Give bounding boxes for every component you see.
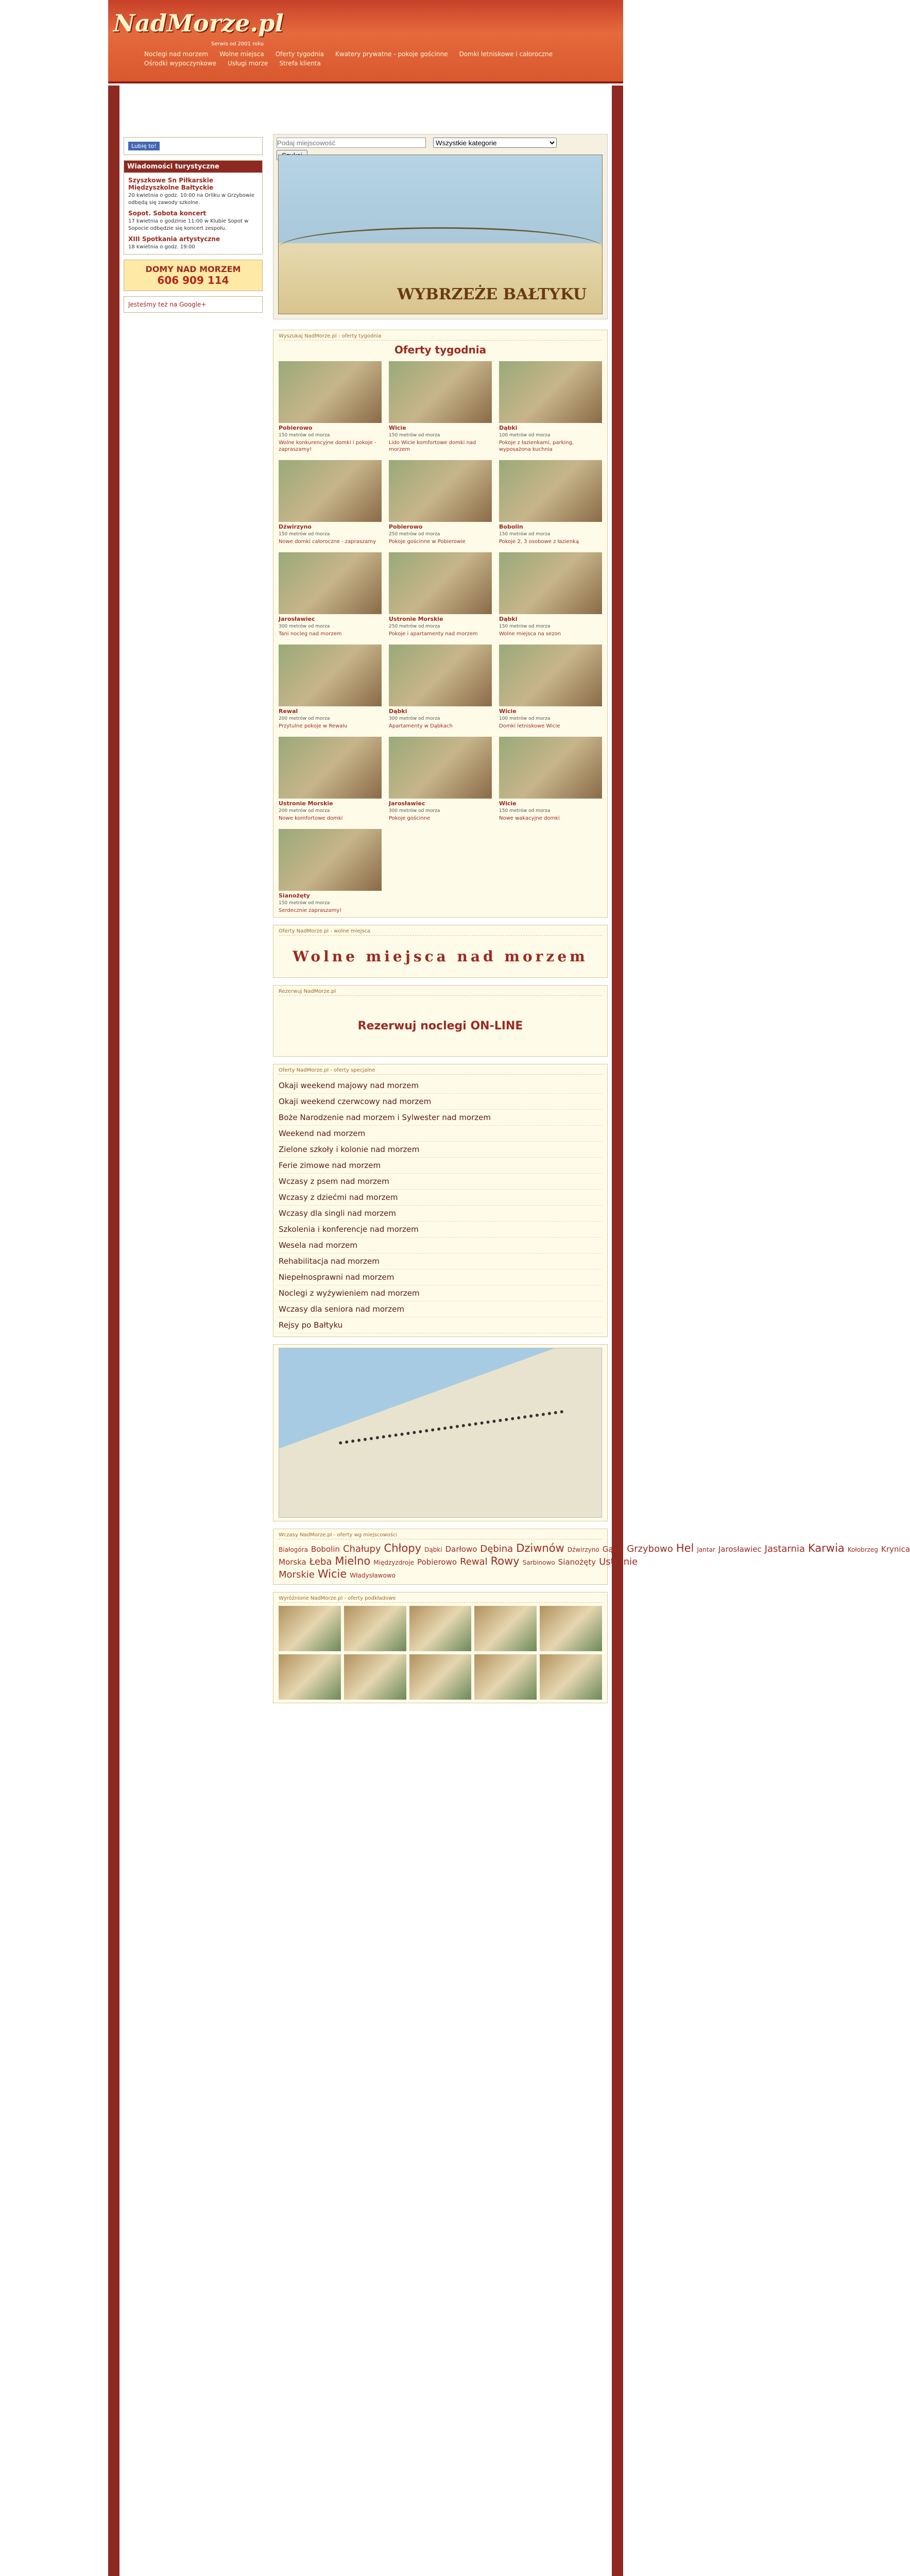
special-offer-link[interactable]: Wesela nad morzem — [279, 1238, 602, 1253]
city-link[interactable]: Pobierowo — [417, 1557, 457, 1567]
offer-description: Przytulne pokoje w Rewalu — [279, 723, 348, 729]
photo[interactable] — [344, 1606, 406, 1651]
offer-name[interactable]: Dąbki — [389, 708, 407, 715]
offer-distance: 150 metrów od morza — [389, 433, 440, 438]
offer-name[interactable]: Pobierowo — [279, 425, 313, 431]
offer-card[interactable] — [499, 552, 602, 637]
offer-description: Wolne konkurencyjne domki i pokoje - zapraszamy! — [279, 440, 376, 452]
header — [108, 0, 623, 83]
tagline: Serwis od 2001 roku — [211, 41, 264, 47]
nav-uslugi[interactable]: Usługi morze — [227, 60, 268, 67]
photo[interactable] — [540, 1606, 602, 1651]
offer-card[interactable] — [389, 460, 492, 545]
photo[interactable] — [474, 1606, 537, 1651]
offer-description: Nowe komfortowe domki — [279, 816, 343, 821]
nav-oferty[interactable]: Oferty tygodnia — [275, 50, 324, 58]
reservation-heading[interactable]: Rezerwuj noclegi ON-LINE — [357, 1020, 523, 1032]
offer-name[interactable]: Jarosławiec — [389, 800, 425, 807]
city-link[interactable]: Dziwnów — [516, 1542, 564, 1554]
offer-photo[interactable] — [499, 645, 602, 706]
offer-description: Pokoje gościnne — [389, 816, 431, 821]
special-offer-link[interactable]: Rejsy po Bałtyku — [279, 1317, 602, 1333]
city-link[interactable]: Chałupy — [342, 1544, 381, 1554]
offer-name[interactable]: Sianożęty — [279, 892, 310, 899]
offer-description: Tani nocleg nad morzem — [279, 631, 342, 637]
special-offer-link[interactable]: Szkolenia i konferencje nad morzem — [279, 1222, 602, 1238]
offer-photo[interactable] — [499, 552, 602, 614]
news-item — [128, 235, 258, 250]
photo[interactable] — [279, 1606, 341, 1651]
coast-map[interactable] — [278, 155, 603, 314]
news-text: 20 kwietnia o godz. 10:00 na Orliku w Grzybowie odbędą się zawody szkolne. — [128, 193, 255, 206]
offer-photo[interactable] — [499, 737, 602, 799]
free-places-panel — [273, 925, 608, 978]
special-offer-link[interactable]: Niepełnosprawni nad morzem — [279, 1269, 602, 1285]
offer-distance: 150 metrów od morza — [499, 808, 551, 814]
offer-distance: 150 metrów od morza — [279, 433, 330, 438]
city-link[interactable]: Władysławowo — [350, 1572, 396, 1579]
offer-name[interactable]: Ustronie Morskie — [279, 800, 333, 807]
offers-heading: Oferty tygodnia — [394, 344, 487, 356]
offer-photo[interactable] — [389, 460, 492, 522]
nav-strefa[interactable]: Strefa klienta — [279, 60, 321, 67]
photo[interactable] — [344, 1654, 406, 1700]
city-link[interactable]: Ustronie Morskie — [279, 1556, 638, 1580]
offer-description: Apartamenty w Dąbkach — [389, 723, 453, 729]
special-offer-link[interactable]: Noclegi z wyżywieniem nad morzem — [279, 1285, 602, 1301]
city-link[interactable]: Łeba — [309, 1556, 332, 1567]
offer-card[interactable] — [279, 829, 382, 914]
offer-distance: 300 metrów od morza — [389, 716, 440, 721]
offer-name[interactable]: Dźwirzyno — [279, 523, 312, 530]
offer-photo[interactable] — [279, 552, 382, 614]
offer-name[interactable]: Wicie — [499, 800, 517, 807]
panel-title: Wyszukaj NadMorze.pl - oferty tygodnia — [279, 333, 602, 341]
offer-distance: 100 metrów od morza — [499, 433, 551, 438]
special-offer-link[interactable]: Okaji weekend czerwcowy nad morzem — [279, 1094, 602, 1110]
nav-kwatery[interactable]: Kwatery prywatne - pokoje gościnne — [335, 50, 448, 58]
offer-description: Nowe wakacyjne domki — [499, 816, 560, 821]
offer-name[interactable]: Wicie — [389, 425, 406, 431]
offer-distance: 150 metrów od morza — [279, 901, 330, 906]
city-link[interactable]: Darłowo — [445, 1545, 477, 1554]
offer-description: Pokoje i apartamenty nad morzem — [389, 631, 478, 637]
offer-distance: 300 metrów od morza — [279, 624, 330, 629]
offer-photo[interactable] — [499, 460, 602, 522]
nav-noclegi[interactable]: Noclegi nad morzem — [144, 50, 209, 58]
offer-photo[interactable] — [389, 361, 492, 423]
offer-card[interactable] — [499, 737, 602, 822]
offer-description: Serdecznie zapraszamy! — [279, 908, 342, 913]
offer-distance: 100 metrów od morza — [499, 716, 551, 721]
news-link[interactable]: Szyszkowe Sn Piłkarskie Międzyszkolne Bałtyckie — [128, 177, 214, 191]
offer-description: Wolne miejsca na sezon — [499, 631, 561, 637]
nav-domki[interactable]: Domki letniskowe i całoroczne — [459, 50, 553, 58]
photo[interactable] — [279, 1654, 341, 1700]
city-link[interactable]: Dąbki — [424, 1546, 442, 1553]
offer-description: Pokoje gościnne w Pobierowie — [389, 539, 466, 545]
city-link[interactable]: Jantar — [697, 1546, 715, 1553]
special-offer-link[interactable]: Ferie zimowe nad morzem — [279, 1158, 602, 1174]
city-link[interactable]: Jarosławiec — [718, 1545, 762, 1554]
panel-title: Oferty NadMorze.pl - oferty specjalne — [279, 1067, 602, 1075]
offers-grid — [279, 361, 602, 914]
photos-grid — [279, 1606, 602, 1700]
reservation-panel — [273, 985, 608, 1057]
panel-title: Oferty NadMorze.pl - wolne miejsca — [279, 928, 602, 936]
city-link[interactable]: Sianożęty — [558, 1557, 596, 1567]
city-link[interactable]: Dębina — [480, 1544, 513, 1554]
offer-name[interactable]: Ustronie Morskie — [389, 616, 443, 622]
news-item — [128, 177, 258, 206]
offer-distance: 250 metrów od morza — [389, 532, 440, 537]
free-places-heading[interactable]: Wolne miejsca nad morzem — [293, 948, 588, 965]
sidebar — [124, 86, 263, 318]
offer-description: Lido Wicie komfortowe domki nad morzem — [389, 440, 476, 452]
offer-name[interactable]: Dąbki — [499, 616, 518, 622]
offer-description: Domki letniskowe Wicie — [499, 723, 560, 729]
offer-distance: 150 metrów od morza — [499, 532, 551, 537]
news-link[interactable]: Sopot. Sobota koncert — [128, 210, 207, 217]
offer-card[interactable] — [279, 645, 382, 730]
offer-card[interactable] — [389, 645, 492, 730]
special-offer-link[interactable]: Weekend nad morzem — [279, 1126, 602, 1142]
offer-description: Nowe domki całoroczne - zapraszamy — [279, 539, 376, 545]
city-link[interactable]: Gąski — [602, 1545, 624, 1554]
special-offer-link[interactable]: Zielone szkoły i kolonie nad morzem — [279, 1142, 602, 1158]
top-navigation — [144, 50, 618, 67]
offer-name[interactable]: Bobolin — [499, 523, 523, 530]
offer-name[interactable]: Wicie — [499, 708, 517, 715]
offer-distance: 150 metrów od morza — [499, 624, 551, 629]
promo-title: DOMY NAD MORZEM — [145, 264, 241, 274]
site-logo[interactable]: NadMorze.pl — [113, 9, 284, 37]
offer-card[interactable] — [279, 737, 382, 822]
city-link[interactable]: Wicie — [317, 1568, 347, 1580]
specials-list — [279, 1078, 602, 1333]
offers-panel — [273, 330, 608, 918]
page-wrapper — [108, 0, 910, 2576]
special-offer-link[interactable]: Wczasy dla seniora nad morzem — [279, 1301, 602, 1317]
offer-photo[interactable] — [279, 645, 382, 706]
city-link[interactable]: Kołobrzeg — [847, 1546, 879, 1553]
offer-distance: 250 metrów od morza — [389, 624, 440, 629]
panel-title: Wczasy NadMorze.pl - oferty wg miejscowości — [279, 1532, 602, 1539]
city-link[interactable]: Krynica Morska — [279, 1545, 910, 1567]
offer-photo[interactable] — [279, 361, 382, 423]
photos-panel — [273, 1592, 608, 1703]
map-route — [339, 1410, 570, 1487]
city-link[interactable]: Rowy — [490, 1555, 520, 1567]
offer-photo[interactable] — [389, 645, 492, 706]
map-panel — [273, 1344, 608, 1521]
special-offer-link[interactable]: Wczasy z psem nad morzem — [279, 1174, 602, 1190]
specials-panel — [273, 1064, 608, 1337]
cities-panel — [273, 1529, 910, 1585]
panel-title: Wyróżnione NadMorze.pl - oferty podkładowe — [279, 1596, 602, 1603]
city-link[interactable]: Międzyzdroje — [373, 1559, 414, 1566]
news-text: 17 kwietnia o godzinie 11:00 w Klubie Sopot w Sopocie odbędzie się koncert zespołu. — [128, 218, 249, 231]
city-link[interactable]: Mielno — [335, 1555, 371, 1567]
offer-card[interactable] — [389, 737, 492, 822]
nav-osrodki[interactable]: Ośrodki wypoczynkowe — [144, 60, 216, 67]
offer-card[interactable] — [279, 460, 382, 545]
city-link[interactable]: Bobolin — [311, 1545, 340, 1554]
city-link[interactable]: Sarbinowo — [522, 1559, 555, 1566]
offer-card[interactable] — [499, 361, 602, 453]
offer-card[interactable] — [499, 645, 602, 730]
offer-card[interactable] — [279, 552, 382, 637]
coastline — [279, 227, 603, 268]
photo[interactable] — [409, 1654, 472, 1700]
offer-photo[interactable] — [279, 460, 382, 522]
offer-description: Pokoje 2, 3 osobowe z łazienką — [499, 539, 579, 545]
photo[interactable] — [409, 1606, 472, 1651]
offer-photo[interactable] — [389, 552, 492, 614]
category-select[interactable] — [433, 138, 557, 148]
offer-photo[interactable] — [279, 737, 382, 799]
photo[interactable] — [474, 1654, 537, 1700]
city-link[interactable]: Grzybowo — [627, 1544, 673, 1554]
photo[interactable] — [540, 1654, 602, 1700]
google-map[interactable] — [279, 1348, 602, 1518]
special-offer-link[interactable]: Wczasy z dziećmi nad morzem — [279, 1190, 602, 1206]
google-plus-box — [124, 296, 263, 313]
city-link[interactable]: Chłopy — [384, 1542, 422, 1554]
offer-distance: 150 metrów od morza — [279, 532, 330, 537]
social-box — [124, 137, 263, 155]
offer-photo[interactable] — [389, 737, 492, 799]
special-offer-link[interactable]: Rehabilitacja nad morzem — [279, 1253, 602, 1269]
news-title: Wiadomości turystyczne — [124, 161, 262, 173]
offer-card[interactable] — [389, 552, 492, 637]
news-text: 18 kwietnia o godz. 19:00 — [128, 244, 195, 250]
city-link[interactable]: Hel — [676, 1542, 694, 1554]
cities-list — [279, 1542, 910, 1581]
right-border — [612, 86, 623, 2576]
offer-card[interactable] — [279, 361, 382, 453]
city-link[interactable]: Rewal — [460, 1556, 488, 1567]
nav-wolne[interactable]: Wolne miejsca — [219, 50, 264, 58]
map-caption: WYBRZEŻE BAŁTYKU — [397, 285, 587, 303]
google-plus-link[interactable]: Jesteśmy też na Google+ — [128, 301, 207, 308]
main-content — [273, 330, 910, 1710]
offer-photo[interactable] — [499, 361, 602, 423]
facebook-like-button[interactable]: Lubię to! — [128, 142, 160, 150]
offer-name[interactable]: Pobierowo — [389, 523, 423, 530]
special-offer-link[interactable]: Boże Narodzenie nad morzem i Sylwester nad morzem — [279, 1110, 602, 1126]
offer-card[interactable] — [389, 361, 492, 453]
promo-phone: 606 909 114 — [157, 274, 229, 286]
city-link[interactable]: Białogóra — [279, 1546, 308, 1553]
news-item — [128, 210, 258, 231]
offer-name[interactable]: Dąbki — [499, 425, 518, 431]
search-input[interactable] — [277, 138, 426, 148]
news-link[interactable]: XIII Spotkania artystyczne — [128, 235, 220, 243]
city-link[interactable]: Dźwirzyno — [567, 1546, 599, 1553]
left-border — [108, 86, 119, 2576]
special-offer-link[interactable]: Wczasy dla singli nad morzem — [279, 1206, 602, 1222]
city-link[interactable]: Karwia — [808, 1542, 845, 1554]
promo-banner[interactable] — [124, 260, 263, 291]
offer-description: Pokoje z łazienkami, parking, wyposażona kuchnia — [499, 440, 574, 452]
offer-distance: 200 metrów od morza — [279, 808, 330, 814]
offer-distance: 300 metrów od morza — [389, 808, 440, 814]
news-box — [124, 160, 263, 255]
offer-distance: 200 metrów od morza — [279, 716, 330, 721]
panel-title: Rezerwuj NadMorze.pl — [279, 989, 602, 996]
offer-name[interactable]: Jarosławiec — [279, 616, 315, 622]
offer-name[interactable]: Rewal — [279, 708, 298, 715]
offer-card[interactable] — [499, 460, 602, 545]
special-offer-link[interactable]: Okaji weekend majowy nad morzem — [279, 1078, 602, 1094]
offer-photo[interactable] — [279, 829, 382, 891]
city-link[interactable]: Jastarnia — [764, 1544, 805, 1554]
